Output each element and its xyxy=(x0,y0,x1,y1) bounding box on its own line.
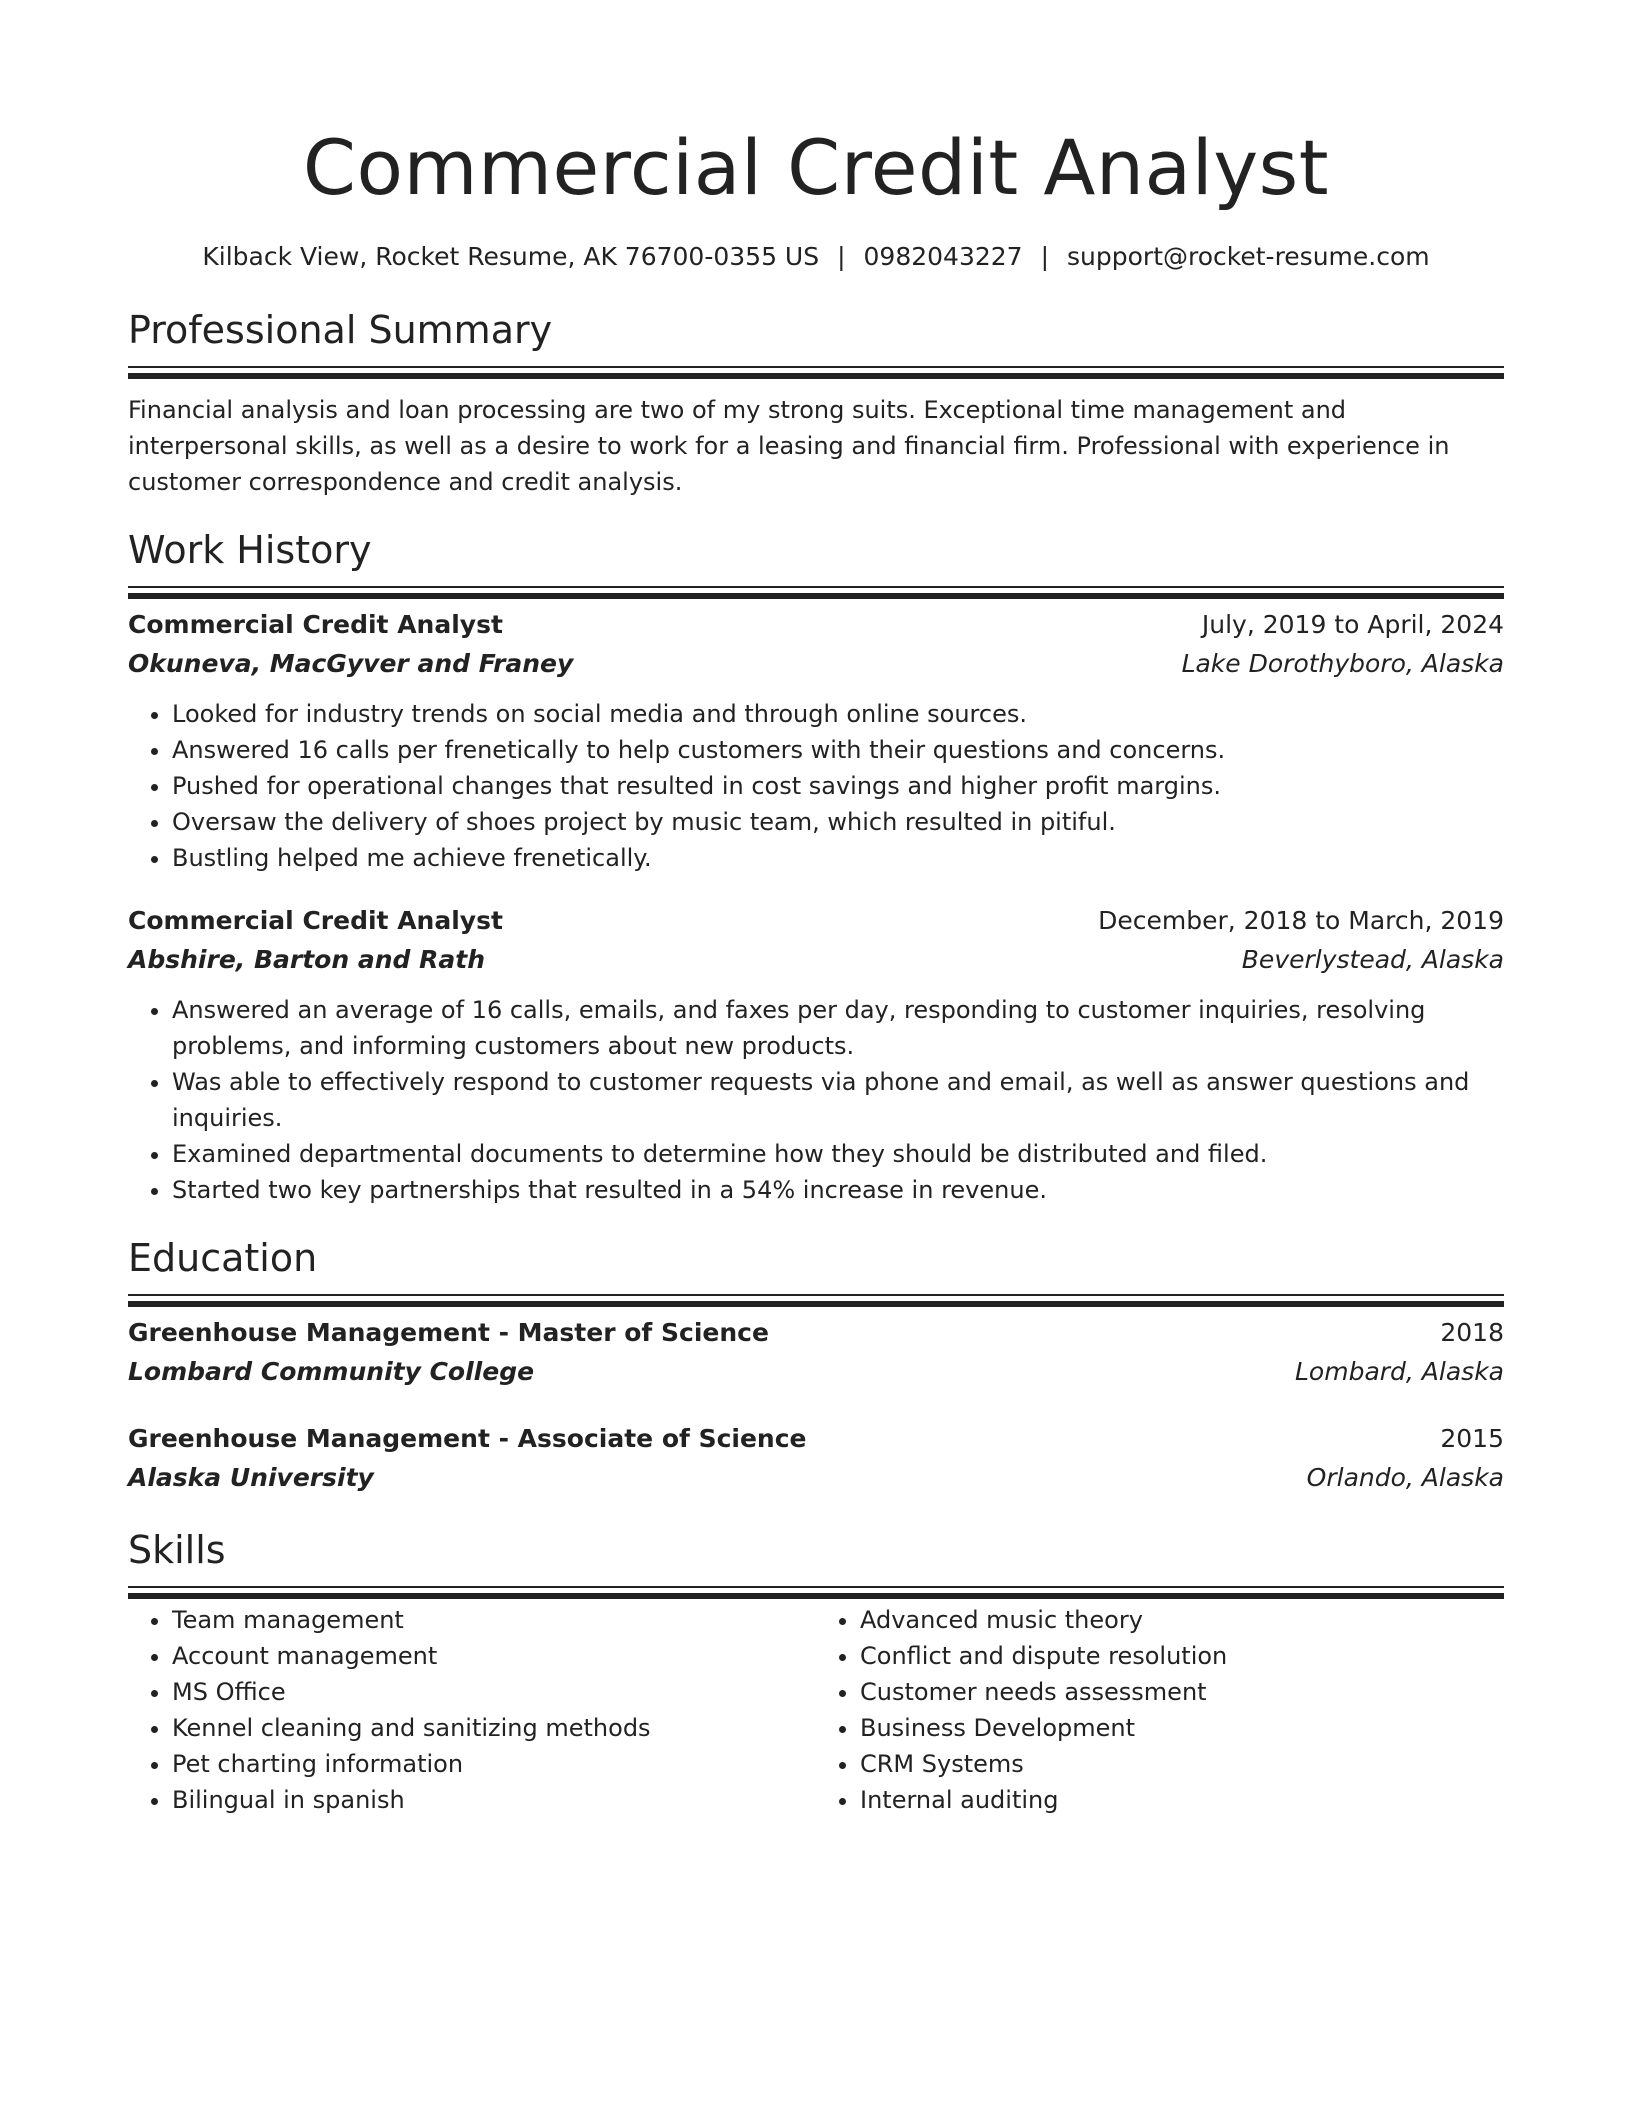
job-entry xyxy=(128,606,1504,876)
job-dates: July, 2019 to April, 2024 xyxy=(1201,610,1504,639)
skill-item: • Conflict and dispute resolution xyxy=(860,1638,1504,1674)
job-bullet: • Looked for industry trends on social media and through online sources. xyxy=(172,696,1504,732)
skills-columns xyxy=(128,1602,1504,1818)
skill-item: • Bilingual in spanish xyxy=(172,1782,816,1818)
section-divider xyxy=(128,586,1504,588)
education-year: 2015 xyxy=(1440,1424,1504,1453)
skill-item: • Customer needs assessment xyxy=(860,1674,1504,1710)
candidate-name: Commercial Credit Analyst xyxy=(302,123,1330,212)
contact-line xyxy=(128,240,1504,274)
section-title-education: Education xyxy=(128,1236,318,1280)
skills-section xyxy=(128,1524,1504,1818)
education-year: 2018 xyxy=(1440,1318,1504,1347)
contact-address: Kilback View, Rocket Resume, AK 76700-0355 US xyxy=(202,242,820,271)
job-role: Commercial Credit Analyst xyxy=(128,610,503,639)
contact-phone: 0982043227 xyxy=(863,242,1023,271)
education-school: Lombard Community College xyxy=(128,1357,535,1386)
education-degree: Greenhouse Management - Associate of Science xyxy=(128,1424,807,1453)
contact-email: support@rocket-resume.com xyxy=(1067,242,1430,271)
education-entry xyxy=(128,1420,1504,1498)
job-company: Abshire, Barton and Rath xyxy=(128,945,485,974)
skill-item: • MS Office xyxy=(172,1674,816,1710)
education-school: Alaska University xyxy=(128,1463,374,1492)
section-divider xyxy=(128,1294,1504,1296)
education-degree: Greenhouse Management - Master of Science xyxy=(128,1318,769,1347)
contact-separator: | xyxy=(837,242,846,271)
section-divider xyxy=(128,1586,1504,1588)
education-location: Lombard, Alaska xyxy=(1295,1357,1504,1386)
summary-section xyxy=(128,304,1504,500)
job-bullet: • Answered an average of 16 calls, emails, and faxes per day, responding to customer inquiries, resolving problems, and informing customers about new products. xyxy=(172,992,1504,1064)
job-location: Beverlystead, Alaska xyxy=(1241,945,1504,974)
job-bullets xyxy=(128,696,1504,876)
job-dates: December, 2018 to March, 2019 xyxy=(1098,906,1504,935)
job-company: Okuneva, MacGyver and Franey xyxy=(128,649,574,678)
section-title-skills: Skills xyxy=(128,1528,226,1572)
skill-item: • Internal auditing xyxy=(860,1782,1504,1818)
work-history-section xyxy=(128,524,1504,1208)
skill-item: • Business Development xyxy=(860,1710,1504,1746)
skills-list-left xyxy=(128,1602,816,1818)
summary-text: Financial analysis and loan processing are two of my strong suits. Exceptional time management and interpersonal skills, as well as a desire to work for a leasing and financial firm. Professional with experience in customer correspondence and credit analysis. xyxy=(128,396,1450,496)
job-bullet: • Was able to effectively respond to customer requests via phone and email, as well as answer questions and inquiries. xyxy=(172,1064,1504,1136)
job-bullet: • Bustling helped me achieve frenetically. xyxy=(172,840,1504,876)
education-location: Orlando, Alaska xyxy=(1306,1463,1504,1492)
job-bullets xyxy=(128,992,1504,1208)
skill-item: • Pet charting information xyxy=(172,1746,816,1782)
skill-item: • Kennel cleaning and sanitizing methods xyxy=(172,1710,816,1746)
skills-list-right xyxy=(816,1602,1504,1818)
contact-separator: | xyxy=(1040,242,1050,271)
job-entry xyxy=(128,902,1504,1208)
job-role: Commercial Credit Analyst xyxy=(128,906,503,935)
job-bullet: • Oversaw the delivery of shoes project by music team, which resulted in pitiful. xyxy=(172,804,1504,840)
section-title-work-history: Work History xyxy=(128,528,372,572)
skill-item: • Advanced music theory xyxy=(860,1602,1504,1638)
job-location: Lake Dorothyboro, Alaska xyxy=(1181,649,1504,678)
job-bullet: • Examined departmental documents to determine how they should be distributed and filed. xyxy=(172,1136,1504,1172)
education-entry xyxy=(128,1314,1504,1392)
section-divider xyxy=(128,366,1504,368)
section-title-summary: Professional Summary xyxy=(128,308,553,352)
job-bullet: • Pushed for operational changes that resulted in cost savings and higher profit margins. xyxy=(172,768,1504,804)
skill-item: • Account management xyxy=(172,1638,816,1674)
skill-item: • CRM Systems xyxy=(860,1746,1504,1782)
skill-item: • Team management xyxy=(172,1602,816,1638)
job-bullet: • Started two key partnerships that resulted in a 54% increase in revenue. xyxy=(172,1172,1504,1208)
job-bullet: • Answered 16 calls per frenetically to help customers with their questions and concerns. xyxy=(172,732,1504,768)
education-section xyxy=(128,1232,1504,1498)
